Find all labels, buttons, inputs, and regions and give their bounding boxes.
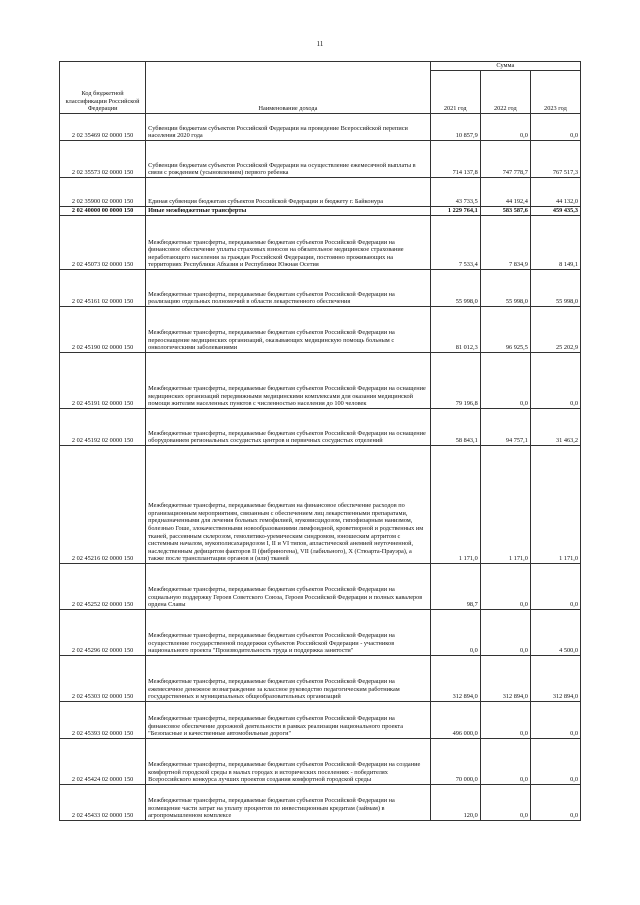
row-code: 2 02 45191 02 0000 150 [60, 353, 146, 409]
row-name: Межбюджетные трансферты, передаваемые бюджетам субъектов Российской Федерации на оснащение оборудованием региональных сосудистых центров и первичных сосудистых отделений [146, 409, 431, 446]
row-code: 2 02 35573 02 0000 150 [60, 141, 146, 178]
row-code: 2 02 45192 02 0000 150 [60, 409, 146, 446]
table-row [60, 141, 581, 178]
row-code: 2 02 40000 00 0000 150 [60, 207, 146, 216]
row-value-2022: 747 778,7 [480, 141, 530, 178]
row-code: 2 02 45252 02 0000 150 [60, 564, 146, 610]
row-value-2022: 94 757,1 [480, 409, 530, 446]
table-row [60, 270, 581, 307]
row-value-2021: 1 229 764,1 [430, 207, 480, 216]
row-value-2021: 81 012,3 [430, 307, 480, 353]
header-code-column: Код бюджетной классификации Российской Федерации [60, 62, 146, 114]
row-value-2022: 44 192,4 [480, 178, 530, 207]
row-value-2021: 496 000,0 [430, 702, 480, 739]
row-value-2023: 459 435,3 [530, 207, 580, 216]
row-value-2023: 0,0 [530, 114, 580, 141]
row-value-2022: 0,0 [480, 114, 530, 141]
row-code: 2 02 45393 02 0000 150 [60, 702, 146, 739]
header-sum-column: Сумма [430, 62, 580, 71]
row-value-2022: 583 587,6 [480, 207, 530, 216]
row-name: Межбюджетные трансферты, передаваемые бюджетам субъектов Российской Федерации на осуществление государственной поддержки субъектов Российской Федерации - участников национального проекта "Производительность труда и поддержка занятости" [146, 610, 431, 656]
row-code: 2 02 45303 02 0000 150 [60, 656, 146, 702]
table-row [60, 610, 581, 656]
table-row [60, 739, 581, 785]
row-name: Субвенции бюджетам субъектов Российской Федерации на осуществление ежемесячной выплаты в связи с рождением (усыновлением) первого ребенка [146, 141, 431, 178]
table-row [60, 207, 581, 216]
row-value-2022: 0,0 [480, 702, 530, 739]
table-row [60, 353, 581, 409]
row-value-2022: 1 171,0 [480, 446, 530, 564]
row-value-2021: 312 894,0 [430, 656, 480, 702]
row-value-2023: 55 998,0 [530, 270, 580, 307]
row-code: 2 02 35469 02 0000 150 [60, 114, 146, 141]
header-year-2021: 2021 год [430, 71, 480, 114]
row-value-2021: 120,0 [430, 785, 480, 821]
row-name: Субвенции бюджетам субъектов Российской Федерации на проведение Всероссийской переписи населения 2020 года [146, 114, 431, 141]
row-value-2023: 1 171,0 [530, 446, 580, 564]
row-value-2022: 55 998,0 [480, 270, 530, 307]
table-row [60, 178, 581, 207]
row-value-2021: 10 857,9 [430, 114, 480, 141]
row-value-2023: 0,0 [530, 739, 580, 785]
row-name: Межбюджетные трансферты, передаваемые бюджетам субъектов Российской Федерации на социальную поддержку Героев Советского Союза, Героев Российской Федерации и полных кавалеров ордена Славы [146, 564, 431, 610]
row-value-2023: 0,0 [530, 785, 580, 821]
row-name: Межбюджетные трансферты, передаваемые бюджетам субъектов Российской Федерации на оснащение медицинских организаций передвижными медицинскими комплексами для оказания медицинской помощи жителям населенных пунктов с численностью населения до 100 человек [146, 353, 431, 409]
row-name: Единая субвенция бюджетам субъектов Российской Федерации и бюджету г. Байконура [146, 178, 431, 207]
row-value-2021: 714 137,8 [430, 141, 480, 178]
table-row [60, 785, 581, 821]
row-value-2023: 312 894,0 [530, 656, 580, 702]
header-name-column: Наименование дохода [146, 62, 431, 114]
row-value-2023: 8 149,1 [530, 216, 580, 270]
row-value-2021: 1 171,0 [430, 446, 480, 564]
table-row [60, 409, 581, 446]
row-value-2023: 44 132,0 [530, 178, 580, 207]
table-row [60, 446, 581, 564]
header-year-2022: 2022 год [480, 71, 530, 114]
row-value-2021: 79 196,8 [430, 353, 480, 409]
row-value-2023: 4 500,0 [530, 610, 580, 656]
row-code: 2 02 45216 02 0000 150 [60, 446, 146, 564]
row-value-2023: 25 202,9 [530, 307, 580, 353]
table-row [60, 307, 581, 353]
row-value-2021: 55 998,0 [430, 270, 480, 307]
row-value-2021: 0,0 [430, 610, 480, 656]
row-code: 2 02 45161 02 0000 150 [60, 270, 146, 307]
row-name: Межбюджетные трансферты, передаваемые бюджетам субъектов Российской Федерации на финансовое обеспечение уплаты страховых взносов на обязательное медицинское страхование неработающего населения за граждан Российской Федерации, постоянно проживающих на территориях Республики Абхазия и Республики Южная Осетия [146, 216, 431, 270]
row-value-2023: 767 517,3 [530, 141, 580, 178]
row-name: Межбюджетные трансферты, передаваемые бюджетам субъектов Российской Федерации на переоснащение медицинских организаций, оказывающих медицинскую помощь больным с онкологическими заболеваниями [146, 307, 431, 353]
row-value-2022: 0,0 [480, 785, 530, 821]
table-row [60, 564, 581, 610]
row-value-2023: 0,0 [530, 702, 580, 739]
row-name: Иные межбюджетные трансферты [146, 207, 431, 216]
header-year-2023: 2023 год [530, 71, 580, 114]
table-row [60, 216, 581, 270]
row-name: Межбюджетные трансферты, передаваемые бюджетам субъектов Российской Федерации на ежемесячное денежное вознаграждение за классное руководство педагогическим работникам государственных и муниципальных общеобразовательных организаций [146, 656, 431, 702]
row-name: Межбюджетные трансферты, передаваемые бюджетам субъектов Российской Федерации на создание комфортной городской среды в малых городах и исторических поселениях - победителях Всероссийского конкурса лучших проектов создания комфортной городской среды [146, 739, 431, 785]
row-name: Межбюджетные трансферты, передаваемые бюджетам на финансовое обеспечение расходов по организационным мероприятиям, связанным с обеспечением лиц лекарственными препаратами, предназначенными для лечения больных гемофилией, муковисцидозом, гипофизарным нанизмом, болезнью Гоше, злокачественными новообразованиями лимфоидной, кроветворной и родственных им тканей, рассеянным склерозом, гемолитико-уремическим синдромом, юношеским артритом с системным началом, мукополисахаридозом I, II и VI типов, апластической анемией неуточненной, наследственным дефицитом факторов II (фибриногена), VII (лабильного), X (Стюарта-Прауэра), а также после трансплантации органов и (или) тканей [146, 446, 431, 564]
row-value-2022: 312 894,0 [480, 656, 530, 702]
row-name: Межбюджетные трансферты, передаваемые бюджетам субъектов Российской Федерации на финансовое обеспечение дорожной деятельности в рамках реализации национального проекта "Безопасные и качественные автомобильные дороги" [146, 702, 431, 739]
row-value-2023: 31 463,2 [530, 409, 580, 446]
row-value-2022: 0,0 [480, 353, 530, 409]
row-code: 2 02 45296 02 0000 150 [60, 610, 146, 656]
row-value-2021: 98,7 [430, 564, 480, 610]
table-row [60, 114, 581, 141]
row-name: Межбюджетные трансферты, передаваемые бюджетам субъектов Российской Федерации на реализацию отдельных полномочий в области лекарственного обеспечения [146, 270, 431, 307]
table-row [60, 702, 581, 739]
table-body [60, 114, 581, 821]
row-value-2022: 0,0 [480, 610, 530, 656]
row-code: 2 02 45433 02 0000 150 [60, 785, 146, 821]
row-value-2022: 0,0 [480, 564, 530, 610]
row-value-2021: 58 843,1 [430, 409, 480, 446]
row-value-2023: 0,0 [530, 564, 580, 610]
row-code: 2 02 45424 02 0000 150 [60, 739, 146, 785]
page-number: 11 [316, 40, 324, 48]
row-value-2021: 43 733,5 [430, 178, 480, 207]
row-code: 2 02 35900 02 0000 150 [60, 178, 146, 207]
row-code: 2 02 45073 02 0000 150 [60, 216, 146, 270]
row-value-2022: 96 925,5 [480, 307, 530, 353]
row-value-2021: 70 000,0 [430, 739, 480, 785]
row-code: 2 02 45190 02 0000 150 [60, 307, 146, 353]
row-value-2023: 0,0 [530, 353, 580, 409]
table-row [60, 656, 581, 702]
row-value-2022: 0,0 [480, 739, 530, 785]
row-value-2021: 7 533,4 [430, 216, 480, 270]
row-value-2022: 7 834,9 [480, 216, 530, 270]
row-name: Межбюджетные трансферты, передаваемые бюджетам субъектов Российской Федерации на возмещение части затрат на уплату процентов по инвестиционным кредитам (займам) в агропромышленном комплексе [146, 785, 431, 821]
revenue-table [59, 61, 581, 821]
